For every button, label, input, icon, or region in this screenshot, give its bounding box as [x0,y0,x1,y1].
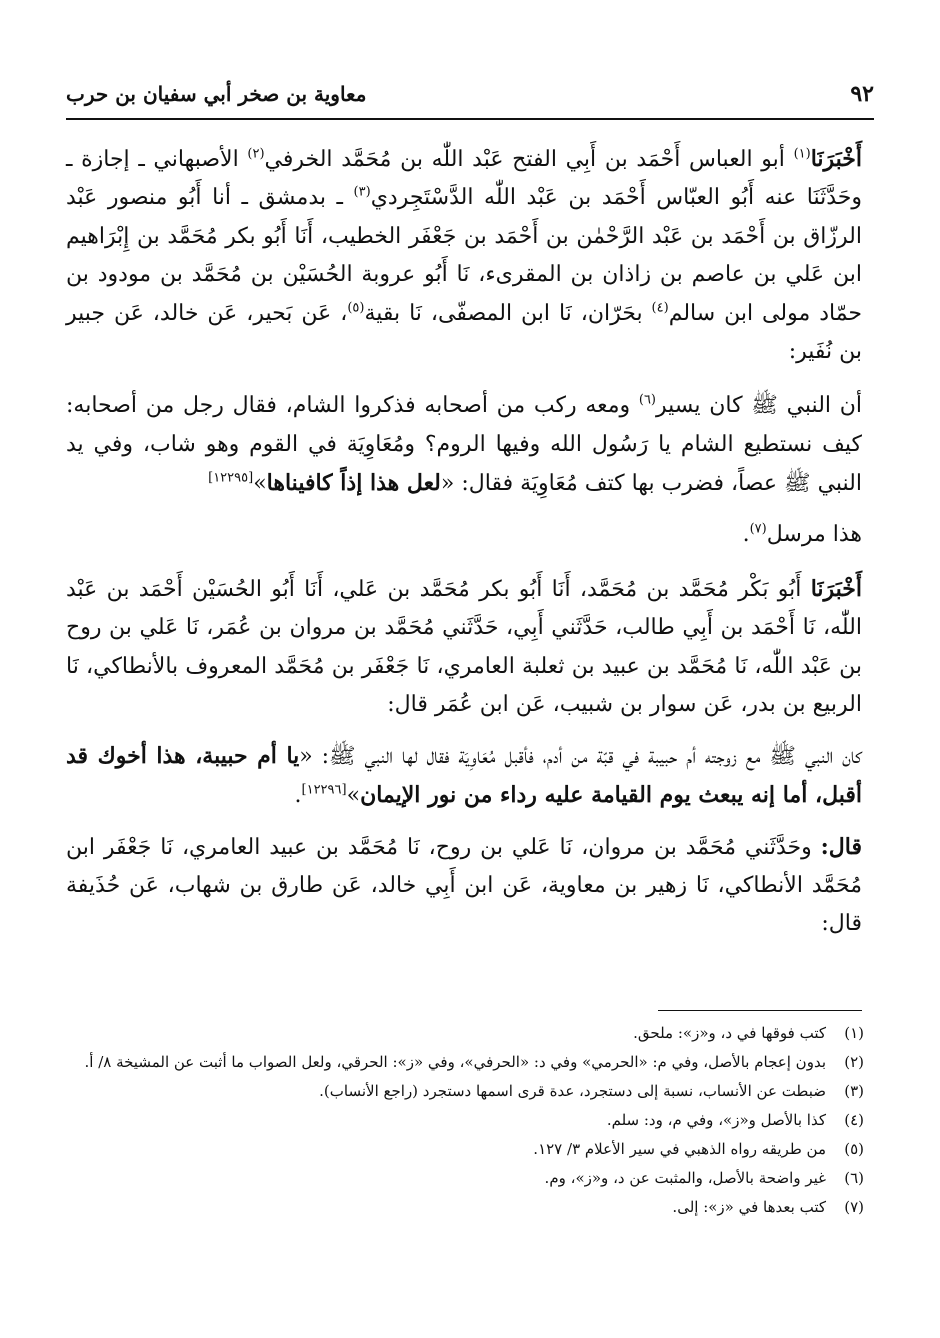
hadith-number: [١٢٢٩٥] [208,470,254,486]
footnote [66,1107,864,1134]
grading-text: هذا مرسل [766,521,862,547]
footnote [66,1136,864,1163]
isnad-text: أَبُو بَكْر مُحَمَّد بن مُحَمَّد، أَنَا أَبُو بكر مُحَمَّد بن عَلي، أَنَا أَبُو الحُسَيْن أَحْمَد بن عَبْد اللّٰه، نَا أَحْمَد بن أَبِي طالب، حَدَّثَني أَبِي، حَدَّثَني مُحَمَّد بن مروان بن عُمَر، نَا عَلي بن روح بن عَبْد اللّٰه، نَا مُحَمَّد بن عبيد بن ثعلبة العامري، نَا جَعْفَر بن مُحَمَّد المعروف بالأنطاكي، نَا الربيع بن بدر، عَن سوار بن شبيب، عَن ابن عُمَر قال: [66,577,862,718]
quote-close: » [346,783,361,809]
header-rule [66,118,874,120]
footnote-number: (٧) [844,1198,864,1216]
footnote-text: كتب فوقها في د، و«ز»: ملحق. [633,1024,826,1042]
footnote [66,1194,864,1221]
footnotes [66,1020,864,1223]
page-header [66,74,874,114]
footnote-number: (٢) [844,1053,864,1071]
footnote-text: غير واضحة بالأصل، والمثبت عن د، و«ز»، وم. [544,1169,826,1187]
matn-text: ومعه ركب من أصحابه فذكروا الشام، فقال رجل من أصحابه: كيف نستطيع الشام يا رَسُول الله وفيها الروم؟ ومُعَاوِيَة في القوم وهو شاب، وفي يد النبي ﷺ عصاً، فضرب بها كتف مُعَاوِيَة فقال: « [66,393,862,497]
footnote-mark-2: (٢) [247,146,265,162]
footnote-mark-5: (٥) [347,300,365,316]
footnote-text: كذا بالأصل و«ز»، وفي م، ود: سلم. [606,1111,826,1129]
main-text [66,140,862,956]
isnad-text: بحَرّان، نَا ابن المصفّى، نَا بقية [364,300,643,326]
hadith-paragraph-2 [66,737,862,816]
hadith-paragraph-1 [66,387,862,503]
running-title: معاوية بن صخر أبي سفيان بن حرب [66,82,367,106]
quote-close: » [253,471,267,497]
footnote [66,1078,864,1105]
footnote-mark-3: (٣) [353,185,371,201]
footnote-text: كتب بعدها في «ز»: إلى. [672,1198,826,1216]
footnote-mark-7: (٧) [749,521,767,537]
footnote [66,1049,864,1076]
isnad-text: ، عَن بَحير، عَن خالد، عَن جبير بن نُفَير: [66,300,862,365]
footnote-number: (٣) [844,1082,864,1100]
page-number: ٩٢ [850,81,874,107]
footnote-number: (٦) [844,1169,864,1187]
footnote-mark-4: (٤) [651,300,669,316]
prophetic-quote: لعل هذا إذاً كافيناها [266,470,441,497]
full-stop: . [742,521,750,547]
isnad-paragraph-3 [66,828,862,944]
qala-keyword: قال: [820,833,862,860]
footnote-text: بدون إعجام بالأصل، وفي م: «الحرمي» وفي د: «الحرفي»، وفي «ز»: الحرقي، ولعل الصواب ما أثبت عن المشيخة ٨/ أ. [84,1053,826,1071]
isnad-text: وحَدَّثَني مُحَمَّد بن مروان، نَا عَلي بن روح، نَا مُحَمَّد بن عبيد العامري، نَا جَعْفَر ابن مُحَمَّد الأنطاكي، نَا زهير بن معاوية، عَن ابن أَبِي خالد، عَن طارق بن شهاب، عَن حُذَيفة قال: [66,834,862,937]
footnote-mark-1: (١) [793,146,811,162]
isnad-text: ـ بدمشق ـ أنا أَبُو منصور عَبْد الرزّاق بن أَحْمَد بن عَبْد الرَّحْمٰن بن أَحْمَد بن جَعْفَر الخطيب، أَنَا أَبُو بكر مُحَمَّد بن إِبْرَاهيم ابن عَلي بن عاصم بن زاذان بن المقرىء، نَا أَبُو عروبة الحُسَيْن بن مُحَمَّد بن مودود بن حمّاد مولى ابن سالم [66,185,863,326]
akhbarana-keyword: أَخْبَرَنَا [810,146,863,172]
footnote-number: (١) [844,1024,864,1042]
matn-text: كان النبي ﷺ مع زوجته أم حبيبة في قبّة من أدم، فأقبل مُعَاوِيَة فقال لها النبي ﷺ: « [299,743,862,769]
matn-text: أن النبي ﷺ كان يسير [656,393,862,419]
footnote-mark-6: (٦) [638,393,656,409]
footnote-separator [658,1010,862,1011]
isnad-paragraph-2 [66,570,862,725]
footnote-text: من طريقه رواه الذهبي في سير الأعلام ٣/ ١٢٧. [533,1140,826,1158]
footnote-text: ضبطت عن الأنساب، نسبة إلى دستجرد، عدة قرى اسمها دستجرد (راجع الأنساب). [319,1082,826,1100]
footnote [66,1020,864,1047]
isnad-paragraph-1 [66,140,862,371]
hadith-number: [١٢٢٩٦] [301,782,347,798]
footnote-number: (٥) [844,1140,864,1158]
isnad-text: أبو العباس أَحْمَد بن أَبِي الفتح عَبْد اللّٰه بن مُحَمَّد الخرفي [264,147,785,172]
akhbarana-keyword: أَخْبَرَنَا [810,576,863,603]
grading-note [66,516,862,554]
footnote-number: (٤) [844,1111,864,1129]
full-stop: . [294,783,302,809]
prophetic-quote: يا أم حبيبة، هذا أخوك قد أقبل، أما إنه يبعث يوم القيامة عليه رداء من نور الإيمان [66,742,862,809]
footnote [66,1165,864,1192]
isnad-text: الأصبهاني ـ إجازة ـ وحَدَّثَنَا عنه أَبُو العبّاس أَحْمَد بن عَبْد اللّٰه الدَّسْتَجِردي [66,147,862,211]
